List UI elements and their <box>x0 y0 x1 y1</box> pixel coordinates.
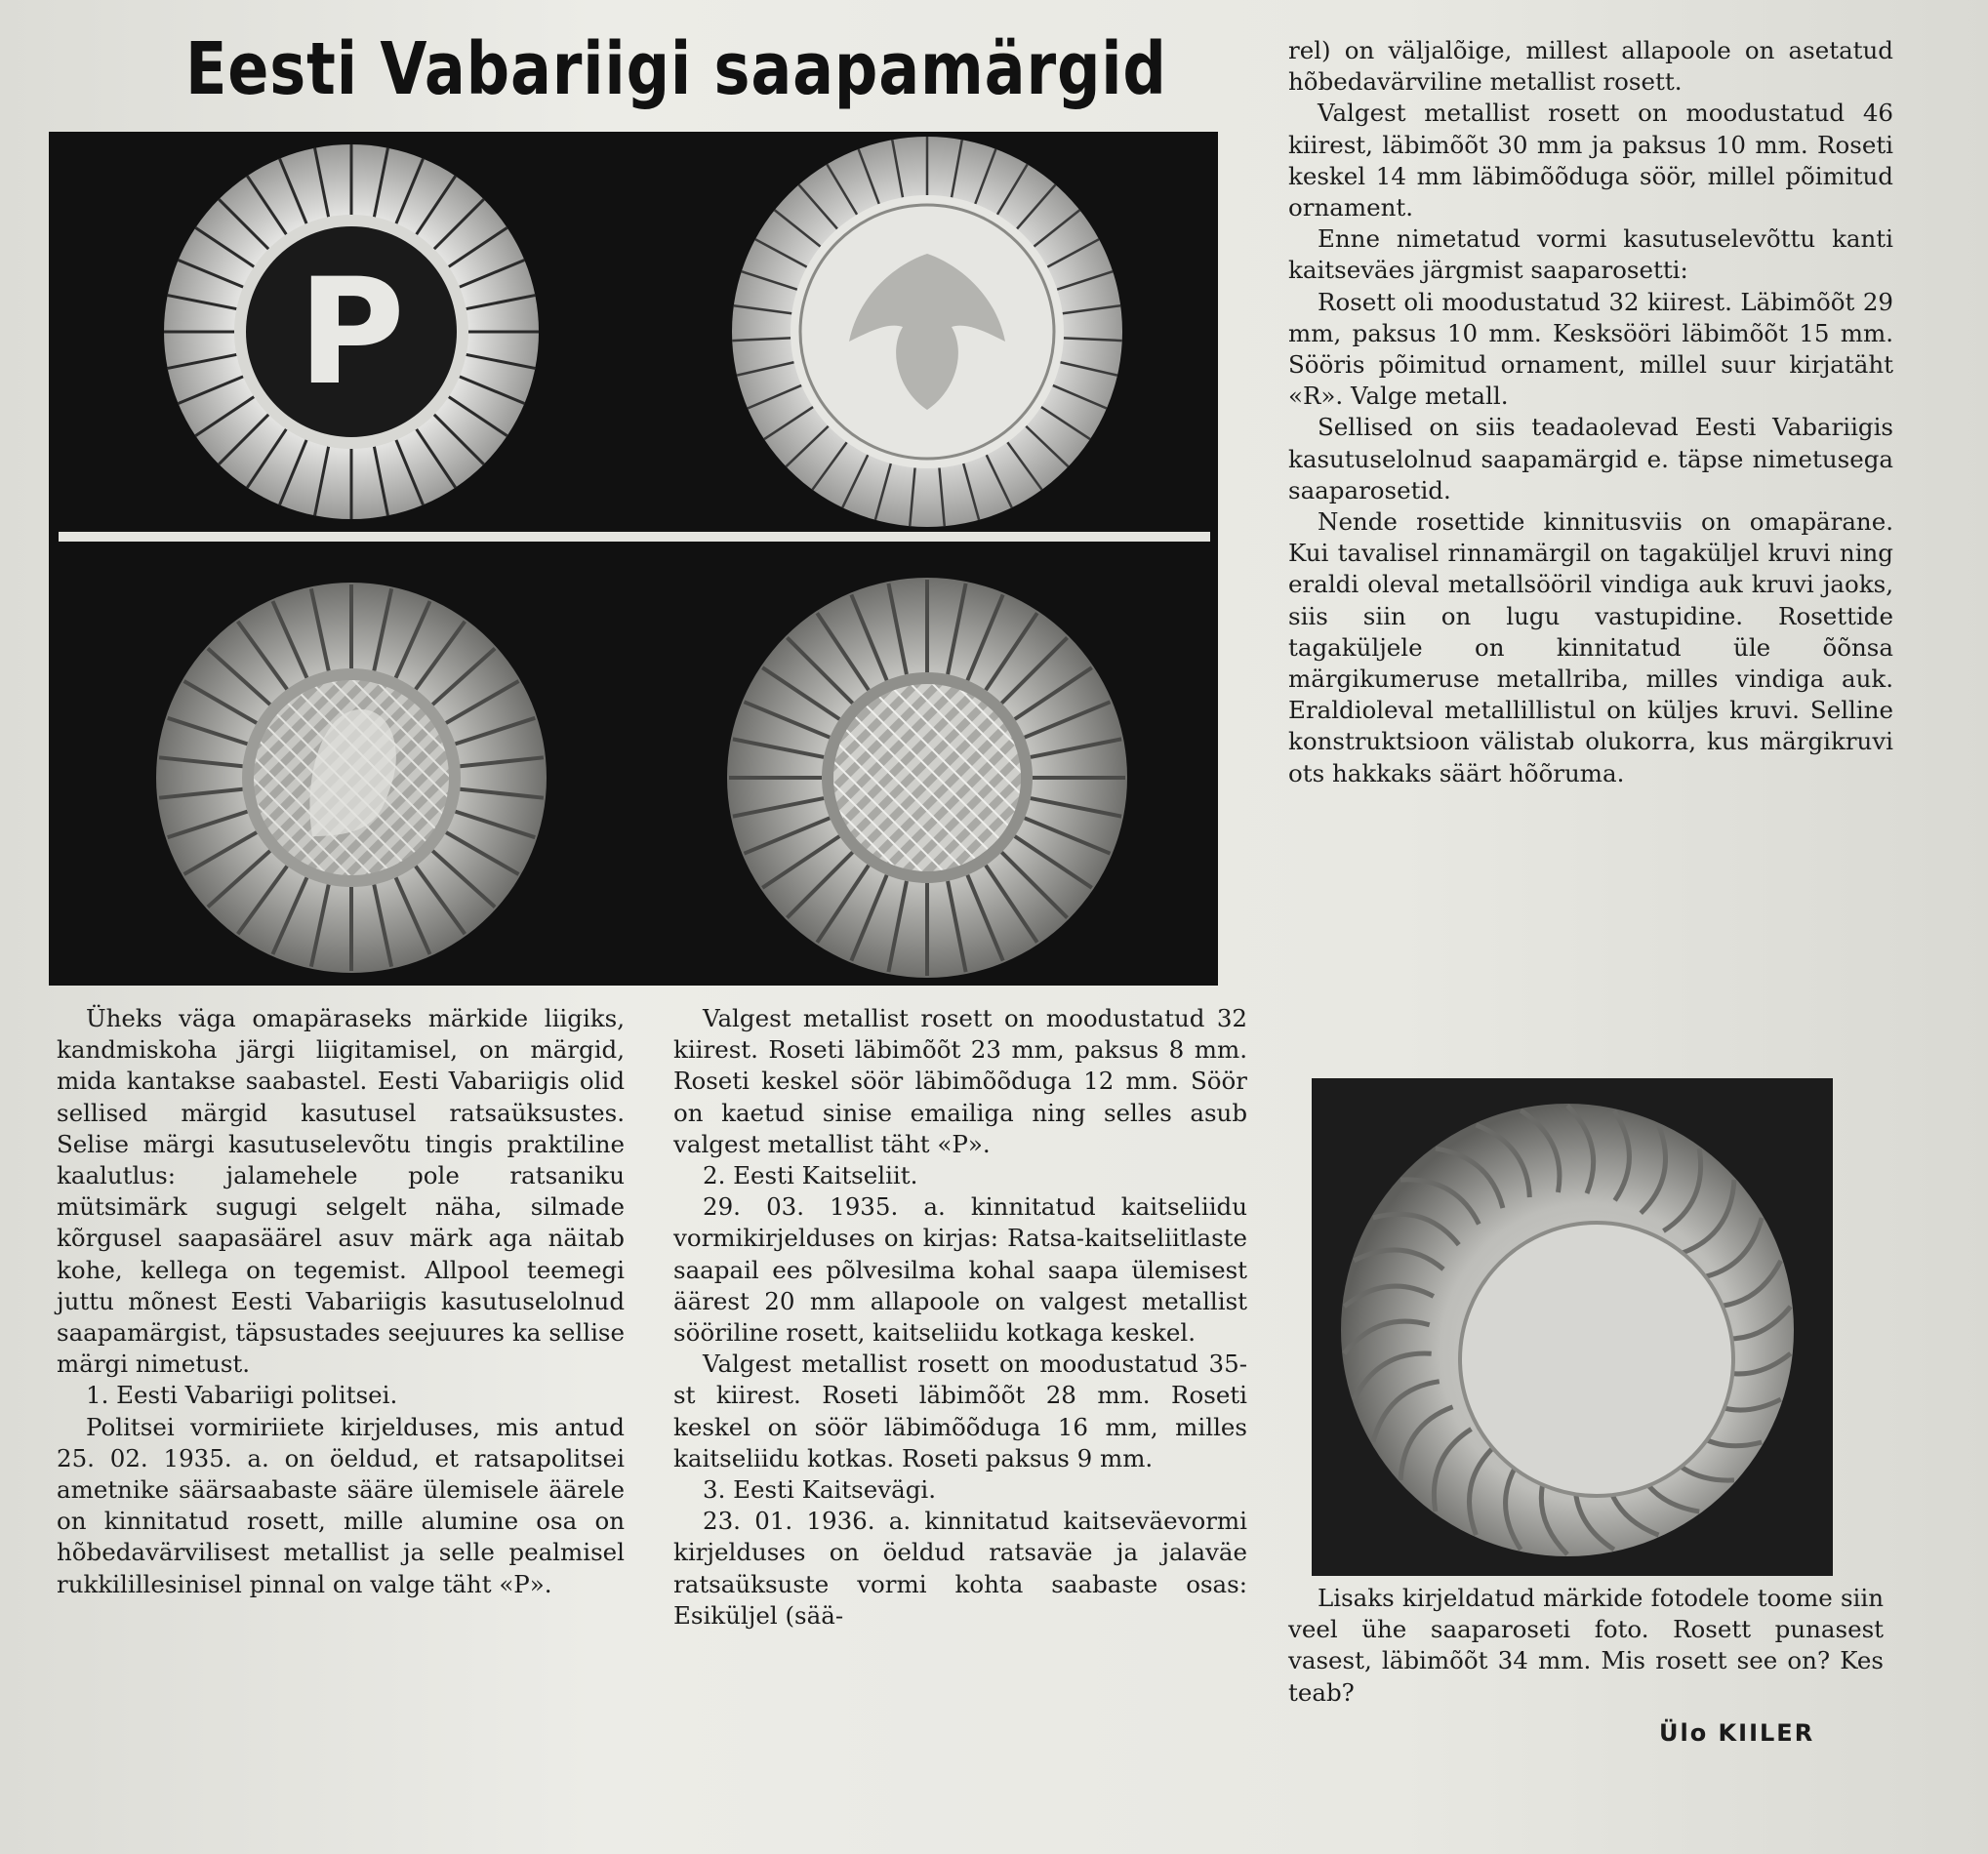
army-rosette-46 <box>156 583 547 973</box>
col2-paragraph-1: Valgest metallist rosett on moodustatud 32 kiirest. Roseti läbimõõt 23 mm, paksus 8 mm. Roseti keskel söör läbimõõduga 12 mm. Söör on kaetud sinise emailiga ning selles asub valgest metallist täht «P». <box>673 1004 1247 1158</box>
photo-caption-text: Lisaks kirjeldatud märkide fotodele toome siin veel ühe saaparoseti foto. Rosett punasest vasest, läbimõõt 34 mm. Mis rosett see on? Kes teab? <box>1288 1584 1884 1707</box>
col3-paragraph-1: rel) on väljalõige, millest allapoole on asetatud hõbedavärviline metallist rosett. <box>1288 36 1893 97</box>
col1-paragraph-police: Politsei vormiriiete kirjelduses, mis antud 25. 02. 1935. a. on öeldud, et ratsapolitsei ametnike säärsaabaste sääre ülemisele äärele on kinnitatud rosett, mille alumine osa on hõbedavärvilisest metallist ja selle pealmisel rukkilillesinisel pinnal on valge täht «P». <box>57 1412 625 1598</box>
headline: Eesti Vabariigi saapamärgid <box>185 27 1167 111</box>
copper-rosette-graphic <box>1312 1078 1833 1576</box>
col1-paragraph-intro: Üheks väga omapäraseks märkide liigiks, kandmiskoha järgi liigitamisel, on märgid, mida kantakse saabastel. Eesti Vabariigis olid sellised märgid kasutusel ratsaüksustes. Selise märgi kasutuselevõtu tingis praktiline kaalutlus: jalamehele pole ratsaniku mütsimärk sugugi selgelt näha, silmade kõrgusel saapasäärel asuv märk aga näitab kohe, kellega on tegemist. Allpool teemegi juttu mõnest Eesti Vabariigis kasutuselolnud saapamärgist, täpsustades seejuures ka sellise märgi nimetust. <box>57 1004 625 1379</box>
rosettes-photo-graphic <box>49 132 1218 986</box>
col3-paragraph-2: Valgest metallist rosett on moodustatud 46 kiirest, läbimõõt 30 mm ja paksus 10 mm. Roseti keskel 14 mm läbimõõduga söör, millel põimitud ornament. <box>1288 99 1893 222</box>
photo-caption <box>1288 1583 1884 1709</box>
author-signature: Ülo KIILER <box>1659 1719 1815 1747</box>
col3-paragraph-5: Sellised on siis teadaolevad Eesti Vabariigis kasutuselolnud saapamärgid e. täpse nimetusega saaparosetid. <box>1288 413 1893 504</box>
col2-heading-kaitsevagi: 3. Eesti Kaitsevägi. <box>703 1475 937 1505</box>
article-column-3 <box>1288 35 1893 789</box>
copper-rosette-photo <box>1312 1078 1833 1576</box>
defence-league-rosette <box>732 137 1122 527</box>
army-rosette-32 <box>727 578 1127 978</box>
col3-paragraph-4: Rosett oli moodustatud 32 kiirest. Läbimõõt 29 mm, paksus 10 mm. Kesksööri läbimõõt 15 mm. Sööris põimitud ornament, millel suur kirjatäht «R». Valge metall. <box>1288 287 1893 411</box>
article-column-2 <box>673 1003 1247 1632</box>
article-column-1 <box>57 1003 625 1600</box>
photo-divider <box>59 532 1210 542</box>
col2-paragraph-4: 23. 01. 1936. a. kinnitatud kaitseväevormi kirjelduses on öeldud ratsaväe ja jalaväe ratsaüksuste vormi kohta saabaste osas: Esiküljel (sää- <box>673 1507 1247 1630</box>
police-rosette-letter: P <box>298 248 405 418</box>
col2-paragraph-2: 29. 03. 1935. a. kinnitatud kaitseliidu vormikirjelduses on kirjas: Ratsa-kaitseliitlaste saapail ees põlvesilma kohal saapa ülemisest äärest 20 mm allapoole on valgest metallist sööriline rosett, kaitseliidu kotkaga keskel. <box>673 1192 1247 1348</box>
col2-paragraph-3: Valgest metallist rosett on moodustatud 35-st kiirest. Roseti läbimõõt 28 mm. Roseti keskel on söör läbimõõduga 16 mm, milles kaitseliidu kotkas. Roseti paksus 9 mm. <box>673 1350 1247 1472</box>
rosettes-photo <box>49 132 1218 986</box>
col3-paragraph-6: Nende rosettide kinnitusviis on omapärane. Kui tavalisel rinnamärgil on tagaküljel kruvi ning eraldi oleval metallsööril vindiga auk kruvi jaoks, siis siin on lugu vastupidine. Rosettide tagaküljele on kinnitatud üle õõnsa märgikumeruse metallriba, milles vindiga auk. Eraldioleval metallillistul on küljes kruvi. Selline konstruktsioon välistab olukorra, kus märgikruvi ots hakkaks säärt hõõruma. <box>1288 507 1893 787</box>
col2-heading-kaitseliit: 2. Eesti Kaitseliit. <box>703 1161 918 1190</box>
col1-heading-police: 1. Eesti Vabariigi politsei. <box>86 1381 398 1410</box>
col3-paragraph-3: Enne nimetatud vormi kasutuselevõttu kanti kaitseväes järgmist saaparosetti: <box>1288 224 1893 285</box>
police-rosette <box>164 144 539 519</box>
